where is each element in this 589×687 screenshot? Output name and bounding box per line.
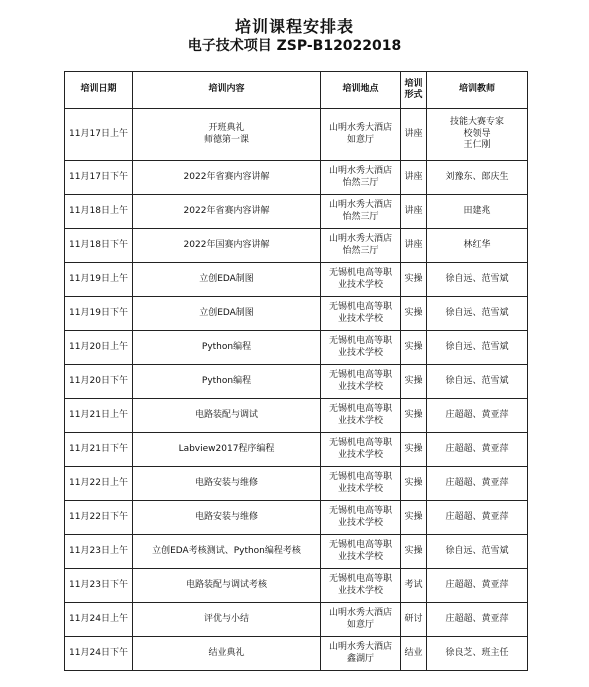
cell-place: [321, 195, 401, 229]
cell-place-line: 山明水秀大酒店: [328, 200, 392, 210]
cell-place: [321, 501, 401, 535]
header-place: 培训地点: [321, 72, 401, 109]
cell-teacher: [427, 433, 528, 467]
table-row: [65, 109, 528, 161]
cell-form: 实操: [401, 501, 427, 535]
cell-content: [133, 637, 321, 671]
cell-teacher-line: 田建兆: [463, 205, 491, 216]
cell-date: 11月17日下午: [65, 161, 133, 195]
cell-place: [321, 229, 401, 263]
cell-content: [133, 603, 321, 637]
cell-place-line: 鑫湖厅: [346, 653, 374, 664]
table-row: [65, 399, 528, 433]
cell-form: 实操: [401, 467, 427, 501]
cell-teacher: [427, 263, 528, 297]
cell-content-line: 结业典礼: [208, 647, 245, 658]
cell-place-line: 怡然三厅: [342, 245, 379, 256]
cell-date: 11月20日下午: [65, 365, 133, 399]
cell-content: [133, 467, 321, 501]
cell-teacher-line: 徐自远、范雪斌: [445, 273, 509, 284]
cell-form: 实操: [401, 297, 427, 331]
cell-content: [133, 433, 321, 467]
cell-place: [321, 331, 401, 365]
cell-place-line: 无锡机电高等职: [328, 302, 392, 312]
cell-form: 实操: [401, 399, 427, 433]
cell-content-line: 立创EDA考核测试、Python编程考核: [152, 545, 301, 556]
cell-place-line: 山明水秀大酒店: [328, 642, 392, 652]
cell-content: [133, 569, 321, 603]
table-row: [65, 535, 528, 569]
cell-content: [133, 501, 321, 535]
table-row: [65, 263, 528, 297]
cell-content-line: 电路装配与调试: [194, 409, 258, 420]
cell-form: 实操: [401, 535, 427, 569]
cell-teacher-line: 庄超超、黄亚萍: [445, 477, 509, 488]
cell-place: [321, 569, 401, 603]
cell-place: [321, 433, 401, 467]
cell-content-line: 立创EDA制图: [199, 307, 254, 318]
cell-teacher: [427, 297, 528, 331]
cell-content-line: 评优与小结: [203, 613, 249, 624]
table-header-row: [65, 72, 528, 109]
cell-form: 实操: [401, 433, 427, 467]
cell-place: [321, 467, 401, 501]
cell-place-line: 无锡机电高等职: [328, 472, 392, 482]
cell-date: 11月19日下午: [65, 297, 133, 331]
cell-teacher: [427, 603, 528, 637]
cell-teacher: [427, 399, 528, 433]
page-subtitle: 电子技术项目 ZSP-B12022018: [187, 38, 402, 54]
cell-place-line: 业技术学校: [337, 279, 383, 290]
table-row: [65, 569, 528, 603]
cell-place-line: 无锡机电高等职: [328, 574, 392, 584]
cell-teacher-line: 林红华: [463, 239, 491, 250]
cell-teacher-line: 庄超超、黄亚萍: [445, 443, 509, 454]
cell-teacher-line: 徐自远、范雪斌: [445, 341, 509, 352]
cell-content: [133, 535, 321, 569]
cell-form: 实操: [401, 263, 427, 297]
cell-form: 实操: [401, 365, 427, 399]
cell-place-line: 无锡机电高等职: [328, 438, 392, 448]
cell-date: 11月22日上午: [65, 467, 133, 501]
cell-place-line: 业技术学校: [337, 449, 383, 460]
cell-teacher: [427, 109, 528, 161]
cell-content: [133, 297, 321, 331]
cell-content: [133, 109, 321, 161]
cell-content: [133, 399, 321, 433]
cell-form: 讲座: [401, 229, 427, 263]
cell-teacher: [427, 365, 528, 399]
cell-teacher-line: 徐良芝、班主任: [445, 647, 509, 658]
cell-teacher-line: 徐自远、范雪斌: [445, 545, 509, 556]
table-row: [65, 433, 528, 467]
cell-place-line: 如意厅: [346, 134, 374, 145]
cell-place: [321, 603, 401, 637]
cell-date: 11月23日下午: [65, 569, 133, 603]
cell-form: 讲座: [401, 161, 427, 195]
table-row: [65, 195, 528, 229]
cell-teacher-line: 徐自远、范雪斌: [445, 307, 509, 318]
cell-teacher-line: 刘豫东、郎庆生: [445, 171, 509, 182]
cell-content: [133, 263, 321, 297]
header-teacher: 培训教师: [427, 72, 528, 109]
cell-place-line: 怡然三厅: [342, 211, 379, 222]
cell-place: [321, 263, 401, 297]
cell-date: 11月18日上午: [65, 195, 133, 229]
cell-teacher-line: 技能大赛专家: [449, 117, 504, 128]
cell-date: 11月24日下午: [65, 637, 133, 671]
cell-place-line: 业技术学校: [337, 347, 383, 358]
cell-date: 11月23日上午: [65, 535, 133, 569]
cell-content-line: 电路安装与维修: [194, 477, 258, 488]
cell-place: [321, 365, 401, 399]
page-title: 培训课程安排表: [234, 17, 354, 36]
table-row: [65, 501, 528, 535]
table-row: [65, 161, 528, 195]
cell-place-line: 山明水秀大酒店: [328, 608, 392, 618]
cell-place: [321, 297, 401, 331]
cell-place-line: 业技术学校: [337, 415, 383, 426]
table-row: [65, 365, 528, 399]
table-row: [65, 467, 528, 501]
cell-date: 11月19日上午: [65, 263, 133, 297]
cell-place-line: 无锡机电高等职: [328, 336, 392, 346]
cell-place-line: 业技术学校: [337, 483, 383, 494]
table-row: [65, 331, 528, 365]
cell-teacher-line: 王仁刚: [463, 140, 491, 151]
cell-form: 结业: [401, 637, 427, 671]
cell-content: [133, 195, 321, 229]
cell-teacher-line: 校领导: [463, 128, 491, 139]
cell-date: 11月21日上午: [65, 399, 133, 433]
cell-content: [133, 331, 321, 365]
table-row: [65, 229, 528, 263]
cell-place-line: 无锡机电高等职: [328, 540, 392, 550]
table-row: [65, 637, 528, 671]
cell-teacher: [427, 467, 528, 501]
cell-content-line: Python编程: [201, 341, 252, 352]
cell-form: 研讨: [401, 603, 427, 637]
cell-place-line: 业技术学校: [337, 551, 383, 562]
cell-place: [321, 109, 401, 161]
cell-place: [321, 637, 401, 671]
cell-content-line: 立创EDA制图: [199, 273, 254, 284]
cell-content-line: 师德第一课: [203, 134, 249, 145]
cell-teacher: [427, 501, 528, 535]
cell-teacher-line: 庄超超、黄亚萍: [445, 511, 509, 522]
header-form: 培训形式: [401, 72, 427, 109]
cell-place-line: 山明水秀大酒店: [328, 234, 392, 244]
cell-form: 讲座: [401, 109, 427, 161]
cell-content-line: Python编程: [201, 375, 252, 386]
cell-place-line: 山明水秀大酒店: [328, 123, 392, 133]
cell-teacher-line: 庄超超、黄亚萍: [445, 409, 509, 420]
cell-place-line: 无锡机电高等职: [328, 370, 392, 380]
cell-place-line: 业技术学校: [337, 517, 383, 528]
table-row: [65, 603, 528, 637]
cell-date: 11月17日上午: [65, 109, 133, 161]
cell-teacher: [427, 637, 528, 671]
cell-place-line: 业技术学校: [337, 585, 383, 596]
schedule-body: [65, 109, 528, 671]
cell-place: [321, 161, 401, 195]
header-content: 培训内容: [133, 72, 321, 109]
cell-place-line: 业技术学校: [337, 313, 383, 324]
cell-form: 讲座: [401, 195, 427, 229]
cell-place: [321, 535, 401, 569]
cell-teacher-line: 徐自远、范雪斌: [445, 375, 509, 386]
cell-teacher: [427, 535, 528, 569]
schedule-table: [64, 71, 528, 671]
cell-teacher: [427, 229, 528, 263]
cell-content-line: Labview2017程序编程: [178, 443, 275, 454]
cell-place-line: 如意厅: [346, 619, 374, 630]
cell-content: [133, 161, 321, 195]
cell-form: 考试: [401, 569, 427, 603]
cell-teacher: [427, 569, 528, 603]
cell-teacher: [427, 161, 528, 195]
table-row: [65, 297, 528, 331]
cell-content-line: 电路装配与调试考核: [185, 579, 267, 590]
cell-date: 11月18日下午: [65, 229, 133, 263]
cell-teacher: [427, 331, 528, 365]
cell-teacher: [427, 195, 528, 229]
cell-teacher-line: 庄超超、黄亚萍: [445, 613, 509, 624]
cell-date: 11月21日下午: [65, 433, 133, 467]
cell-date: 11月22日下午: [65, 501, 133, 535]
cell-content: [133, 365, 321, 399]
cell-place-line: 无锡机电高等职: [328, 404, 392, 414]
cell-content: [133, 229, 321, 263]
header-date: 培训日期: [65, 72, 133, 109]
cell-place-line: 无锡机电高等职: [328, 268, 392, 278]
cell-content-line: 2022年省赛内容讲解: [183, 205, 270, 216]
cell-teacher-line: 庄超超、黄亚萍: [445, 579, 509, 590]
cell-place-line: 山明水秀大酒店: [328, 166, 392, 176]
cell-content-line: 2022年省赛内容讲解: [183, 171, 270, 182]
cell-place-line: 怡然三厅: [342, 177, 379, 188]
cell-place-line: 无锡机电高等职: [328, 506, 392, 516]
cell-place: [321, 399, 401, 433]
cell-content-line: 2022年国赛内容讲解: [183, 239, 270, 250]
cell-date: 11月24日上午: [65, 603, 133, 637]
cell-content-line: 开班典礼: [208, 123, 245, 133]
cell-form: 实操: [401, 331, 427, 365]
cell-place-line: 业技术学校: [337, 381, 383, 392]
cell-content-line: 电路安装与维修: [194, 511, 258, 522]
cell-date: 11月20日上午: [65, 331, 133, 365]
